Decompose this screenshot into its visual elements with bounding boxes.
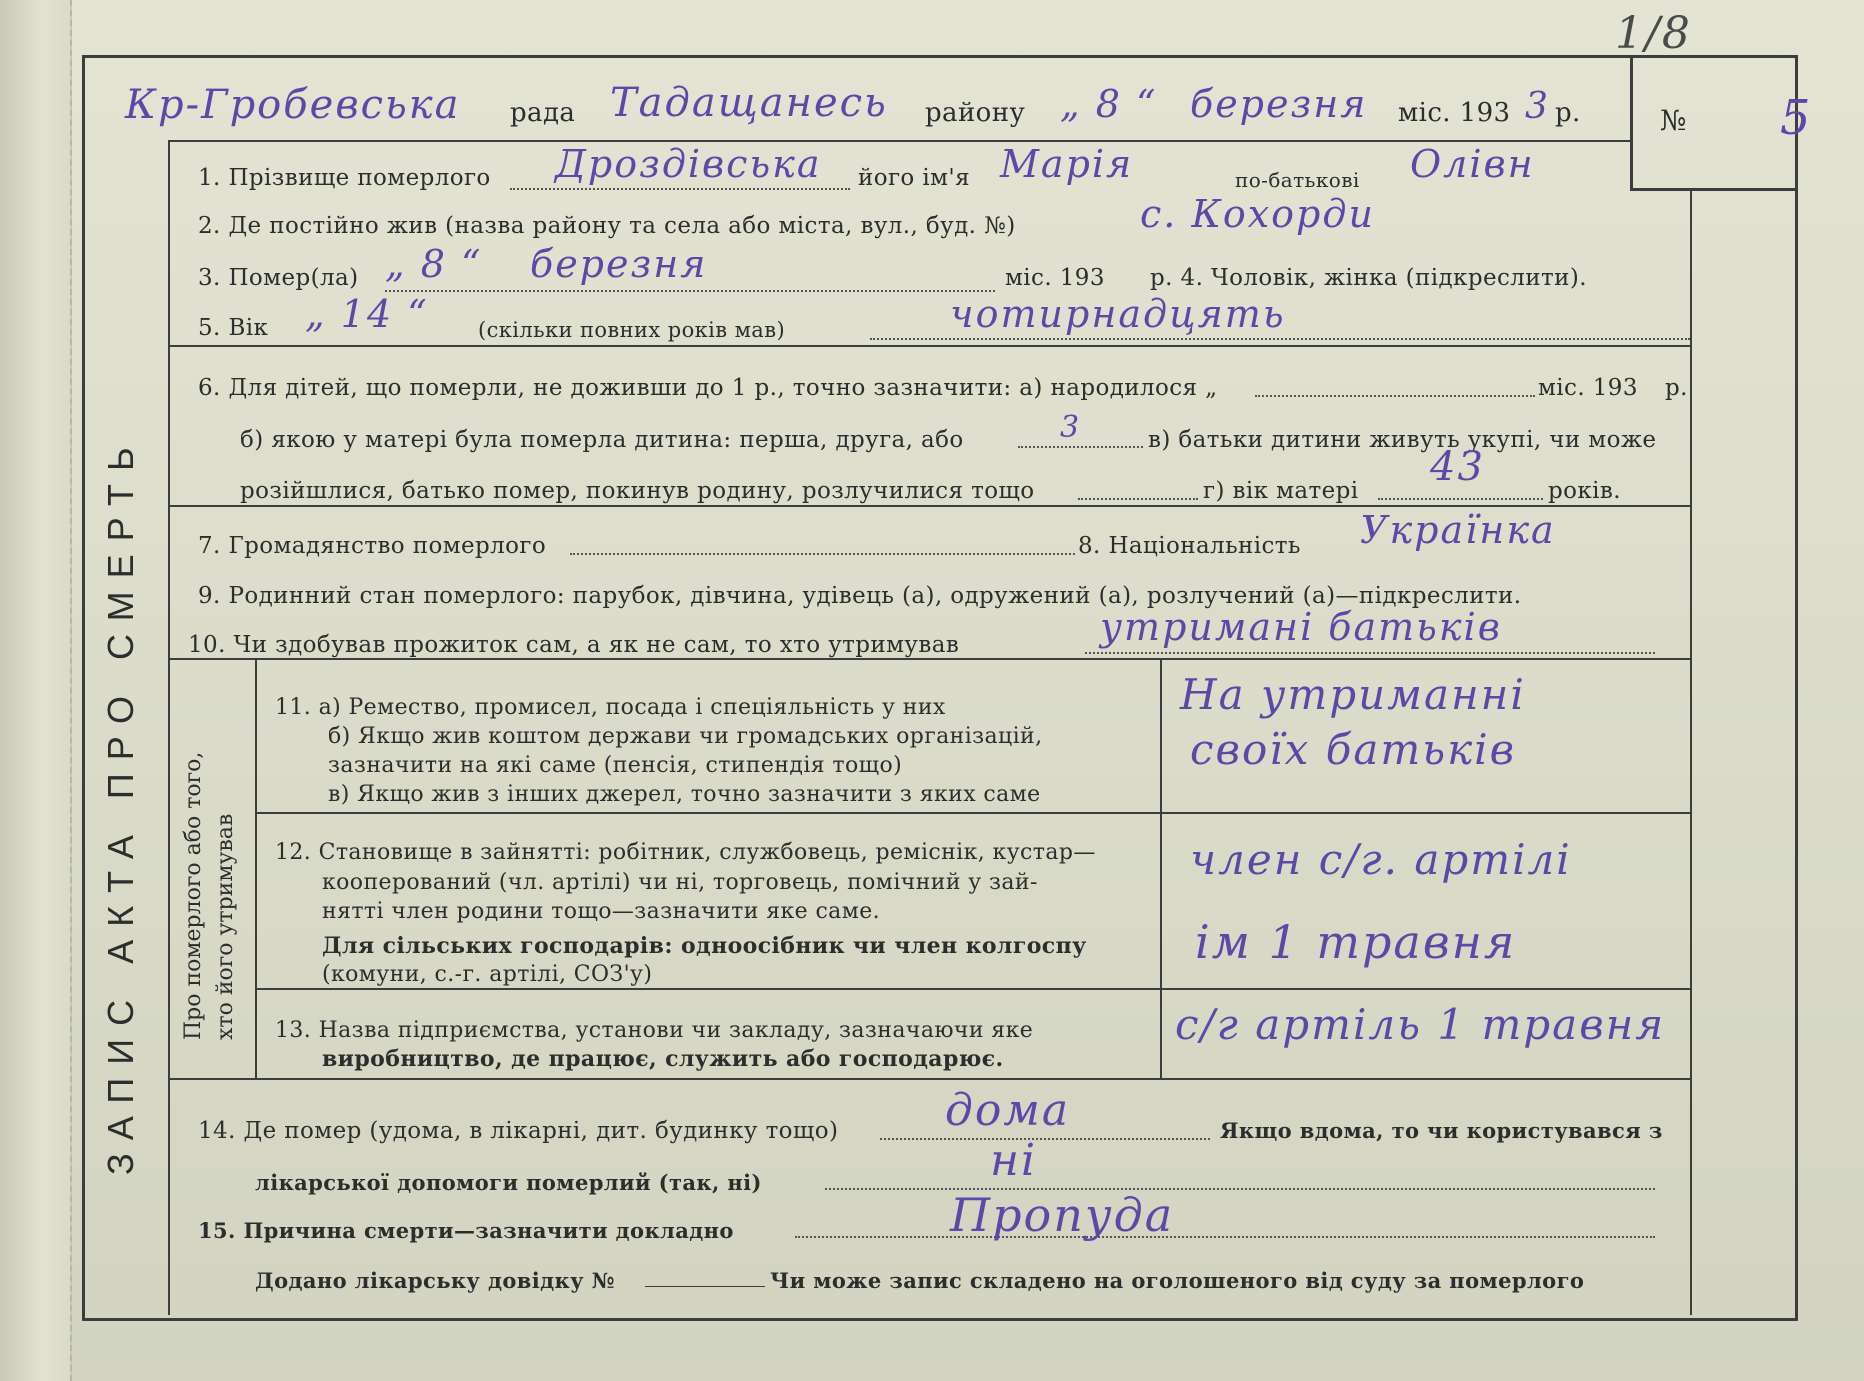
field-4-label: р. 4. Чоловік, жінка (підкреслити).	[1150, 265, 1587, 291]
header-month-label: міс. 193	[1398, 98, 1511, 128]
number-handwriting: 5	[1780, 90, 1813, 146]
field-12-line-1: 12. Становище в зайнятті: робітник, службовець, реміснік, кустар—	[275, 840, 1096, 865]
field-12-answer-1: член с/г. артілі	[1190, 835, 1572, 884]
section-rule-3	[168, 658, 1690, 660]
field-3-month-label: міс. 193	[1005, 265, 1105, 291]
left-inner-border	[168, 140, 170, 1315]
field-11-answer-2: своїх батьків	[1190, 725, 1517, 774]
field-16-line	[645, 1286, 765, 1287]
field-5-hint: (скільки повних років мав)	[478, 318, 786, 342]
section-rule-5	[255, 988, 1690, 990]
field-12-line-5: (комуни, с.-г. артілі, СОЗ'у)	[322, 962, 653, 987]
district-handwriting: Тадащанесь	[610, 80, 888, 126]
torn-binding-edge	[0, 0, 72, 1381]
field-6-mother-age: 43	[1430, 444, 1485, 490]
field-1-name: Марія	[1000, 142, 1134, 186]
field-15-cause: Пропуда	[950, 1188, 1175, 1242]
field-11-line-2: б) Якщо жив коштом держави чи громадських організацій,	[328, 724, 1043, 749]
header-date-day: „ 8 “	[1060, 82, 1158, 126]
header-date-month: березня	[1190, 82, 1368, 126]
field-14-label: 14. Де помер (удома, в лікарні, дит. будинку тощо)	[198, 1118, 839, 1144]
field-5-age-words: чотирнадцять	[950, 292, 1286, 336]
field-6-line-3: розійшлися, батько помер, покинув родину, розлучилися тощо	[240, 478, 1035, 504]
right-inner-border	[1690, 188, 1692, 1315]
field-2-residence: с. Кохорди	[1140, 192, 1375, 236]
field-12-line-3: нятті член родини тощо—зазначити яке саме.	[322, 899, 881, 924]
field-6-line-2: б) якою у матері була померла дитина: перша, друга, або	[240, 427, 964, 453]
field-6-birth-order: 3	[1060, 410, 1082, 445]
field-6-line-2-end: в) батьки дитини живуть укупі, чи може	[1148, 427, 1657, 453]
field-6-mother-age-line	[1378, 498, 1543, 500]
field-10-supporter: утримані батьків	[1100, 605, 1502, 649]
field-11-line-3: зазначити на які саме (пенсія, стипендія тощо)	[328, 753, 903, 778]
header-year-suffix: р.	[1555, 98, 1581, 128]
field-13-answer: с/г артіль 1 травня	[1175, 1000, 1666, 1049]
field-16-question: Чи може запис складено на оголошеного від суду за померлого	[770, 1268, 1585, 1293]
field-8-label: 8. Національність	[1078, 533, 1301, 559]
field-6-year-suffix: р.	[1665, 375, 1688, 401]
field-15-line	[795, 1236, 1655, 1238]
section-rule-2	[168, 505, 1690, 507]
field-12-line-2: кооперований (чл. артілі) чи ні, торговець, помічний у зай-	[322, 870, 1038, 895]
field-11-answer-1: На утриманні	[1180, 670, 1526, 719]
field-13-line-1: 13. Назва підприємства, установи чи закладу, зазначаючи яке	[275, 1018, 1034, 1043]
council-label: рада	[510, 98, 576, 128]
field-14-line	[880, 1138, 1210, 1140]
field-1-patronymic-label: по-батькові	[1235, 168, 1360, 192]
subsection-divider	[255, 658, 257, 1078]
field-11-line-4: в) Якщо жив з інших джерел, точно зазначити з яких саме	[328, 782, 1041, 807]
field-5-line	[870, 338, 1690, 340]
field-6-line-1: 6. Для дітей, що померли, не доживши до 1 р., точно зазначити: а) народилося „	[198, 375, 1218, 401]
field-6-years-label: років.	[1548, 478, 1621, 504]
side-subtitle-line2: хто його утримував	[213, 813, 238, 1040]
answer-column-divider	[1160, 658, 1162, 1078]
field-1-name-label: його ім'я	[858, 165, 971, 191]
side-title: ЗАПИС АКТА ПРО СМЕРТЬ	[100, 434, 141, 1175]
field-3-month: березня	[530, 242, 708, 286]
field-10-line	[1085, 652, 1655, 654]
field-3-label: 3. Помер(ла)	[198, 265, 359, 291]
field-14-question: Якщо вдома, то чи користувався з	[1220, 1118, 1663, 1143]
field-6-line-3-blank	[1078, 498, 1198, 500]
field-14-place: дома	[945, 1085, 1071, 1136]
field-11-line-1: 11. а) Ремество, промисел, посада і спеціяльність у них	[275, 695, 946, 720]
field-1-patronymic: Олівн	[1410, 142, 1535, 186]
field-14-medical-help: ні	[990, 1135, 1038, 1186]
field-12-answer-2: ім 1 травня	[1195, 915, 1517, 969]
field-6-mother-age-label: г) вік матері	[1203, 478, 1359, 504]
field-12-line-4: Для сільських господарів: одноосібник чи член колгоспу	[322, 933, 1087, 959]
number-label: №	[1660, 104, 1687, 137]
district-label: району	[925, 98, 1026, 128]
field-7-label: 7. Громадянство померлого	[198, 533, 547, 559]
field-14-line-2: лікарської допомоги померлий (так, ні)	[255, 1170, 762, 1195]
field-8-nationality: Українка	[1360, 508, 1556, 552]
field-5-label: 5. Вік	[198, 315, 269, 341]
field-5-age: „ 14 “	[305, 292, 429, 336]
council-handwriting: Кр-Гробевська	[125, 82, 461, 128]
section-rule-4	[255, 812, 1690, 814]
field-3-line	[385, 290, 995, 292]
field-1-surname: Дроздівська	[555, 142, 822, 186]
field-10-label: 10. Чи здобував прожиток сам, а як не сам, то хто утримував	[188, 632, 960, 658]
section-rule-6	[168, 1078, 1690, 1080]
field-3-day: „ 8 “	[385, 242, 483, 286]
header-year-digit: 3	[1525, 86, 1550, 127]
field-6-line-1-blank	[1255, 395, 1535, 397]
field-9-label: 9. Родинний стан померлого: парубок, дівчина, удівець (а), одружений (а), розлучений (а)—підкреслити.	[198, 583, 1522, 609]
field-16-label: Додано лікарську довідку №	[255, 1268, 615, 1293]
field-6-month-label: міс. 193	[1538, 375, 1638, 401]
field-13-line-2: виробництво, де працює, служить або господарює.	[322, 1046, 1004, 1072]
field-1-label: 1. Прізвище померлого	[198, 165, 491, 191]
side-subtitle-line1: Про померлого або того,	[181, 751, 206, 1040]
field-15-label: 15. Причина смерти—зазначити докладно	[198, 1218, 734, 1243]
section-rule-1	[168, 345, 1690, 347]
field-2-label: 2. Де постійно жив (назва району та села або міста, вул., буд. №)	[198, 213, 1016, 239]
field-7-line	[570, 553, 1075, 555]
field-1-line	[510, 188, 850, 190]
field-6-line-2-blank	[1018, 446, 1143, 448]
corner-handwriting: 1/8	[1615, 8, 1692, 59]
number-box	[1630, 58, 1795, 191]
